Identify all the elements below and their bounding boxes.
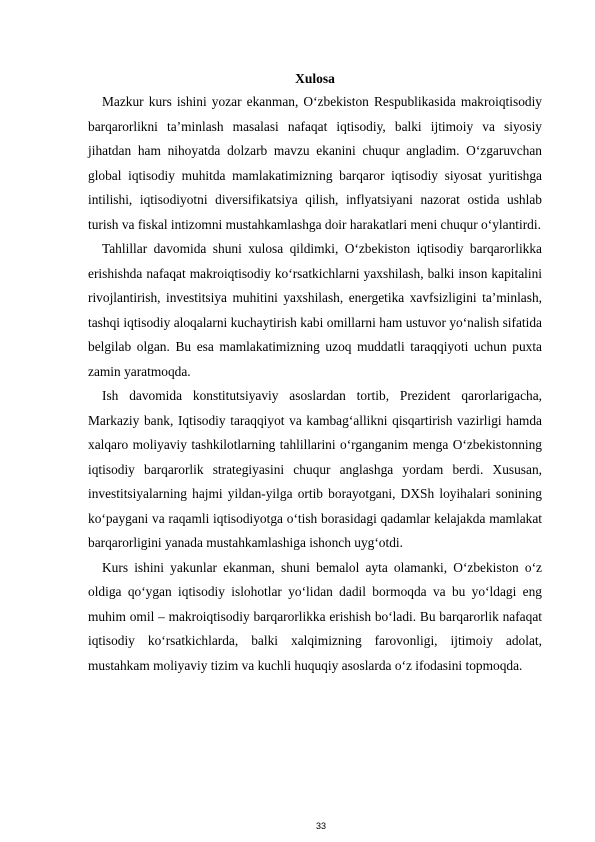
- paragraph-2: Tahlillar davomida shuni xulosa qildimki, O‘zbekiston iqtisodiy barqarorlikka erishishda nafaqat makroiqtisodiy ko‘rsatkichlarni yaxshilash, balki inson kapitalini rivojlantirish, investitsiya muhitini yaxshilash, energetika xavfsizligini ta’minlash, tashqi iqtisodiy aloqalarni kuchaytirish kabi omillarni ham ustuvor yo‘nalish sifatida belgilab olgan. Bu esa mamlakatimizning uzoq muddatli taraqqiyoti uchun puxta zamin yaratmoqda.: [88, 241, 542, 379]
- document-page: [88, 0, 542, 842]
- section-title: Xulosa: [295, 71, 335, 86]
- paragraph-1: Mazkur kurs ishini yozar ekanman, O‘zbekiston Respublikasida makroiqtisodiy barqarorlikni ta’minlash masalasi nafaqat iqtisodiy, balki ijtimoiy va siyosiy jihatdan ham nihoyatda dolzarb mavzu ekanini chuqur angladim. O‘zgaruvchan global iqtisodiy muhitda mamlakatimizning barqaror iqtisodiy siyosat yuritishga intilishi, iqtisodiyotni diversifikatsiya qilish, inflyatsiyani nazorat ostida ushlab turish va fiskal intizomni mustahkamlashga doir harakatlari meni chuqur o‘ylantirdi.: [88, 94, 542, 232]
- body-text: [88, 90, 542, 678]
- paragraph-3: Ish davomida konstitutsiyaviy asoslardan tortib, Prezident qarorlarigacha, Markaziy bank, Iqtisodiy taraqqiyot va kambag‘allikni qisqartirish vazirligi hamda xalqaro moliyaviy tashkilotlarning tahlillarini o‘rganganim menga O‘zbekistonning iqtisodiy barqarorlik strategiyasini chuqur anglashga yordam berdi. Xususan, investitsiyalarning hajmi yildan-yilga ortib borayotgani, DXSh loyihalari sonining ko‘paygani va raqamli iqtisodiyotga o‘tish borasidagi qadamlar kelajakda mamlakat barqarorligini yanada mustahkamlashiga ishonch uyg‘otdi.: [88, 388, 542, 550]
- page-number: 33: [316, 821, 327, 831]
- paragraph-4: Kurs ishini yakunlar ekanman, shuni bemalol ayta olamanki, O‘zbekiston o‘z oldiga qo‘ygan iqtisodiy islohotlar yo‘lidan dadil bormoqda va bu yo‘ldagi eng muhim omil – makroiqtisodiy barqarorlikka erishish bo‘ladi. Bu barqarorlik nafaqat iqtisodiy ko‘rsatkichlarda, balki xalqimizning farovonligi, ijtimoiy adolat, mustahkam moliyaviy tizim va kuchli huquqiy asoslarda o‘z ifodasini topmoqda.: [88, 559, 542, 673]
